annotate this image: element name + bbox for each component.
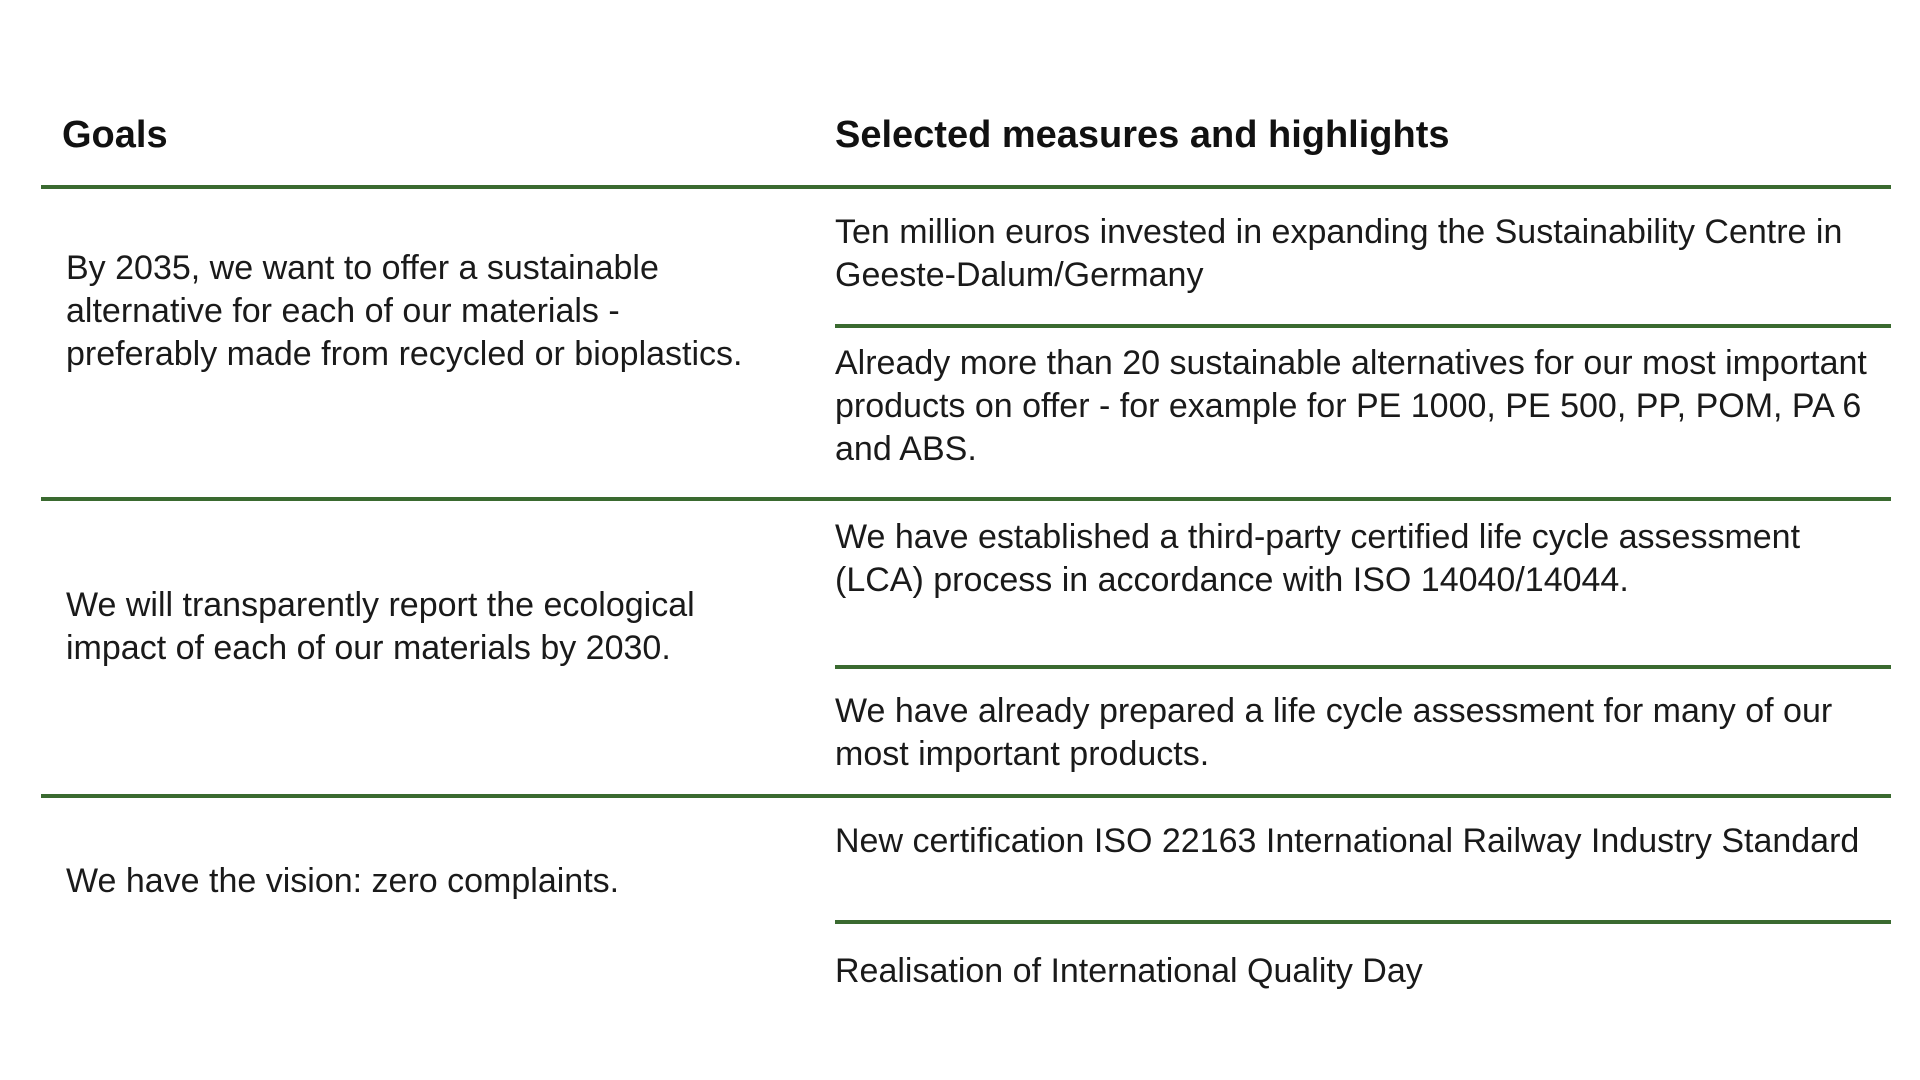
measure-text-3-1: New certification ISO 22163 International Railway Industry Standard — [835, 822, 1860, 860]
goal-text-1: By 2035, we want to offer a sustainable alternative for each of our materials - preferably made from recycled or bioplastics. — [66, 249, 743, 373]
goals-column-header: Goals — [62, 114, 168, 156]
measure-divider-1 — [835, 324, 1891, 328]
header-divider — [41, 185, 1891, 189]
measure-text-2-2: We have already prepared a life cycle assessment for many of our most important products. — [835, 692, 1833, 773]
row-divider-1 — [41, 497, 1891, 501]
row-divider-2 — [41, 794, 1891, 798]
goal-text-2: We will transparently report the ecological impact of each of our materials by 2030. — [66, 586, 695, 667]
measure-text-1-1: Ten million euros invested in expanding the Sustainability Centre in Geeste-Dalum/Germany — [835, 213, 1843, 294]
measure-text-3-2: Realisation of International Quality Day — [835, 952, 1423, 990]
measure-text-1-2: Already more than 20 sustainable alternatives for our most important products on offer - for example for PE 1000, PE 500, PP, POM, PA 6 and ABS. — [835, 344, 1867, 468]
measures-column-header: Selected measures and highlights — [835, 114, 1450, 156]
measure-text-2-1: We have established a third-party certified life cycle assessment (LCA) process in accordance with ISO 14040/14044. — [835, 518, 1801, 599]
measure-divider-3 — [835, 920, 1891, 924]
goal-text-3: We have the vision: zero complaints. — [66, 862, 620, 900]
measure-divider-2 — [835, 665, 1891, 669]
